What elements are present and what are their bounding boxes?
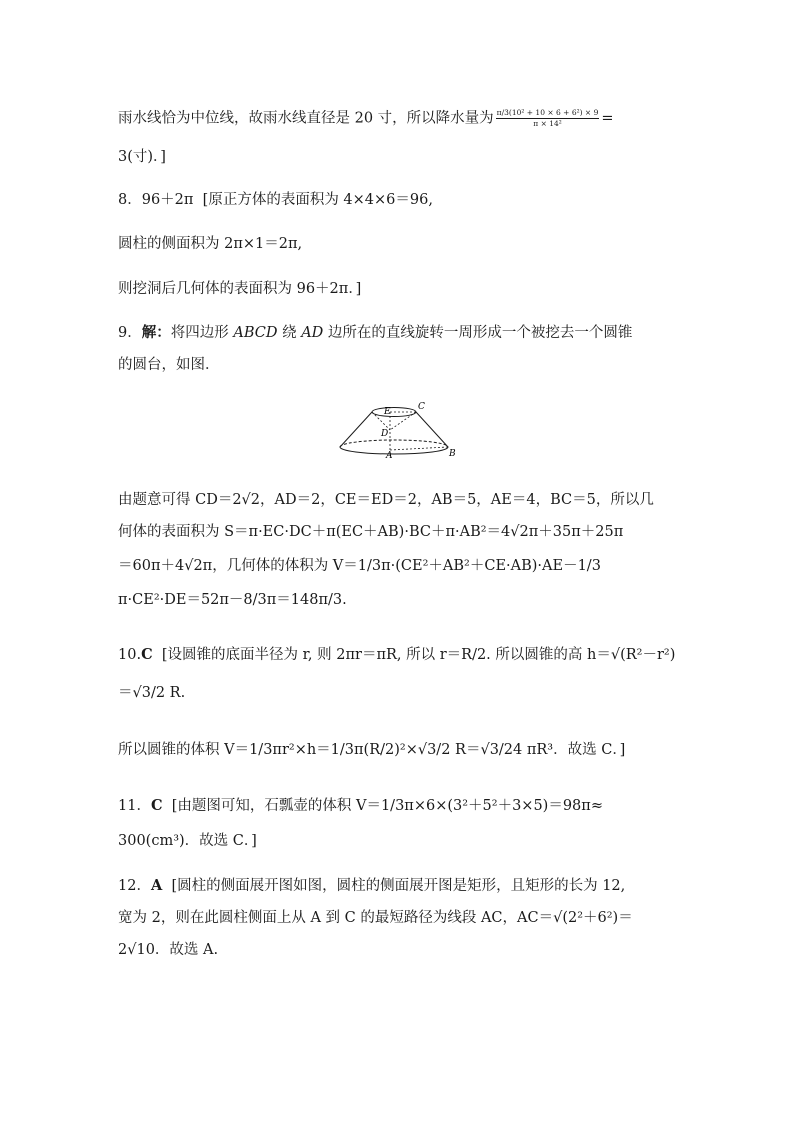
p7-line1: 雨水线恰为中位线，故雨水线直径是 20 寸，所以降水量为 $\frac{\text{π/3(10² + 10 × 6 + 6²) × 9}}{\text{π × 14²}}$ = [118,108,614,128]
p7-line2: 3(寸)．] [118,149,166,165]
right-slant [416,412,448,447]
radius-AB [390,447,448,450]
p11-line2: 300(cm³)．故选 C．] [118,833,257,849]
p9-solution-2: 何体的表面积为 S＝π·EC·DC＋π(EC＋AB)·BC＋π·AB²＝4√2π＋35π＋25π [118,524,624,540]
frustum-figure [334,396,464,462]
p10-line1: 10.C [设圆锥的底面半径为 r, 则 2πr＝πR, 所以 r＝R/2. 所以圆锥的高 h＝√(R²－r²) [118,646,676,663]
p12-line3: 2√10．故选 A. [118,942,219,958]
rain-fraction: $\frac{\text{π/3(10² + 10 × 6 + 6²) × 9}}{\text{π × 14²}}$ [496,108,599,128]
label-A: A [386,451,393,461]
p8-line1: 8．96＋2π [原正方体的表面积为 4×4×6＝96, [118,192,433,208]
p9-solution-4: π·CE²·DE＝52π－8/3π＝148π/3. [118,592,347,608]
p9-solution-1: 由题意可得 CD＝2√2，AD＝2，CE＝ED＝2，AB＝5，AE＝4，BC＝5，所以几 [118,492,654,508]
label-C: C [418,402,425,412]
label-D: D [381,429,389,439]
cone-right [390,412,416,430]
p9-solution-3: ＝60π＋4√2π，几何体的体积为 V＝1/3π·(CE²＋AB²＋CE·AB)·AE－1/3 [118,558,601,574]
p8-line2: 圆柱的侧面积为 2π×1＝2π, [118,236,303,252]
p9-line1: 9．解：将四边形 ABCD 绕 AD 边所在的直线旋转一周形成一个被挖去一个圆锥 [118,324,633,341]
p11-line1: 11．C [由题图可知，石瓢壶的体积 V＝1/3π×6×(3²＋5²＋3×5)＝98π≈ [118,797,603,814]
p9-line2: 的圆台，如图． [118,357,220,373]
p12-line1: 12．A [圆柱的侧面展开图如图，圆柱的侧面展开图是矩形，且矩形的长为 12, [118,877,626,894]
p10-line3: 所以圆锥的体积 V＝1/3πr²×h＝1/3π(R/2)²×√3/2 R＝√3/24 πR³．故选 C．] [118,742,626,758]
p8-line3: 则挖洞后几何体的表面积为 96＋2π．] [118,281,362,297]
label-B: B [449,449,456,459]
label-E: E [384,407,391,417]
p12-line2: 宽为 2，则在此圆柱侧面上从 A 到 C 的最短路径为线段 AC，AC＝√(2²＋6²)＝ [118,910,633,926]
bottom-ellipse-back [340,440,448,447]
p10-line2: ＝√3/2 R. [118,685,186,701]
